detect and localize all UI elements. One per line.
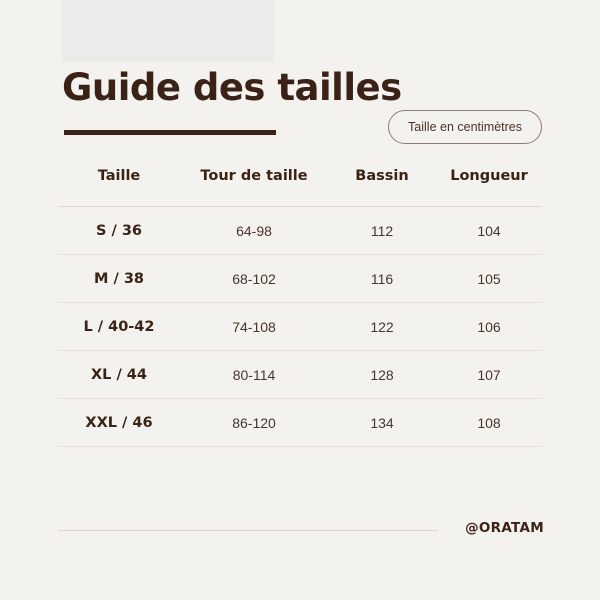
column-header-taille: Taille bbox=[58, 168, 180, 207]
column-header-longueur: Longueur bbox=[436, 168, 542, 207]
cell-hip: 122 bbox=[328, 303, 436, 351]
decorative-block bbox=[62, 0, 274, 62]
page-title: Guide des tailles bbox=[62, 66, 402, 109]
cell-size: XL / 44 bbox=[58, 351, 180, 399]
table-row bbox=[58, 399, 542, 447]
cell-size: S / 36 bbox=[58, 207, 180, 255]
cell-length: 106 bbox=[436, 303, 542, 351]
table-row bbox=[58, 207, 542, 255]
cell-length: 104 bbox=[436, 207, 542, 255]
title-underline bbox=[64, 130, 276, 135]
cell-waist: 68-102 bbox=[180, 255, 328, 303]
cell-length: 105 bbox=[436, 255, 542, 303]
column-header-tour-de-taille: Tour de taille bbox=[180, 168, 328, 207]
cell-hip: 134 bbox=[328, 399, 436, 447]
cell-hip: 112 bbox=[328, 207, 436, 255]
size-table bbox=[58, 168, 542, 447]
cell-size: M / 38 bbox=[58, 255, 180, 303]
unit-badge: Taille en centimètres bbox=[388, 110, 542, 144]
cell-hip: 128 bbox=[328, 351, 436, 399]
table-row bbox=[58, 351, 542, 399]
footer-divider bbox=[58, 530, 438, 531]
table-header-row bbox=[58, 168, 542, 207]
cell-size: L / 40-42 bbox=[58, 303, 180, 351]
cell-length: 107 bbox=[436, 351, 542, 399]
cell-size: XXL / 46 bbox=[58, 399, 180, 447]
cell-waist: 86-120 bbox=[180, 399, 328, 447]
cell-waist: 64-98 bbox=[180, 207, 328, 255]
cell-waist: 80-114 bbox=[180, 351, 328, 399]
cell-waist: 74-108 bbox=[180, 303, 328, 351]
column-header-bassin: Bassin bbox=[328, 168, 436, 207]
cell-length: 108 bbox=[436, 399, 542, 447]
table-row bbox=[58, 303, 542, 351]
table-row bbox=[58, 255, 542, 303]
brand-handle: @ORATAM bbox=[465, 520, 544, 536]
cell-hip: 116 bbox=[328, 255, 436, 303]
